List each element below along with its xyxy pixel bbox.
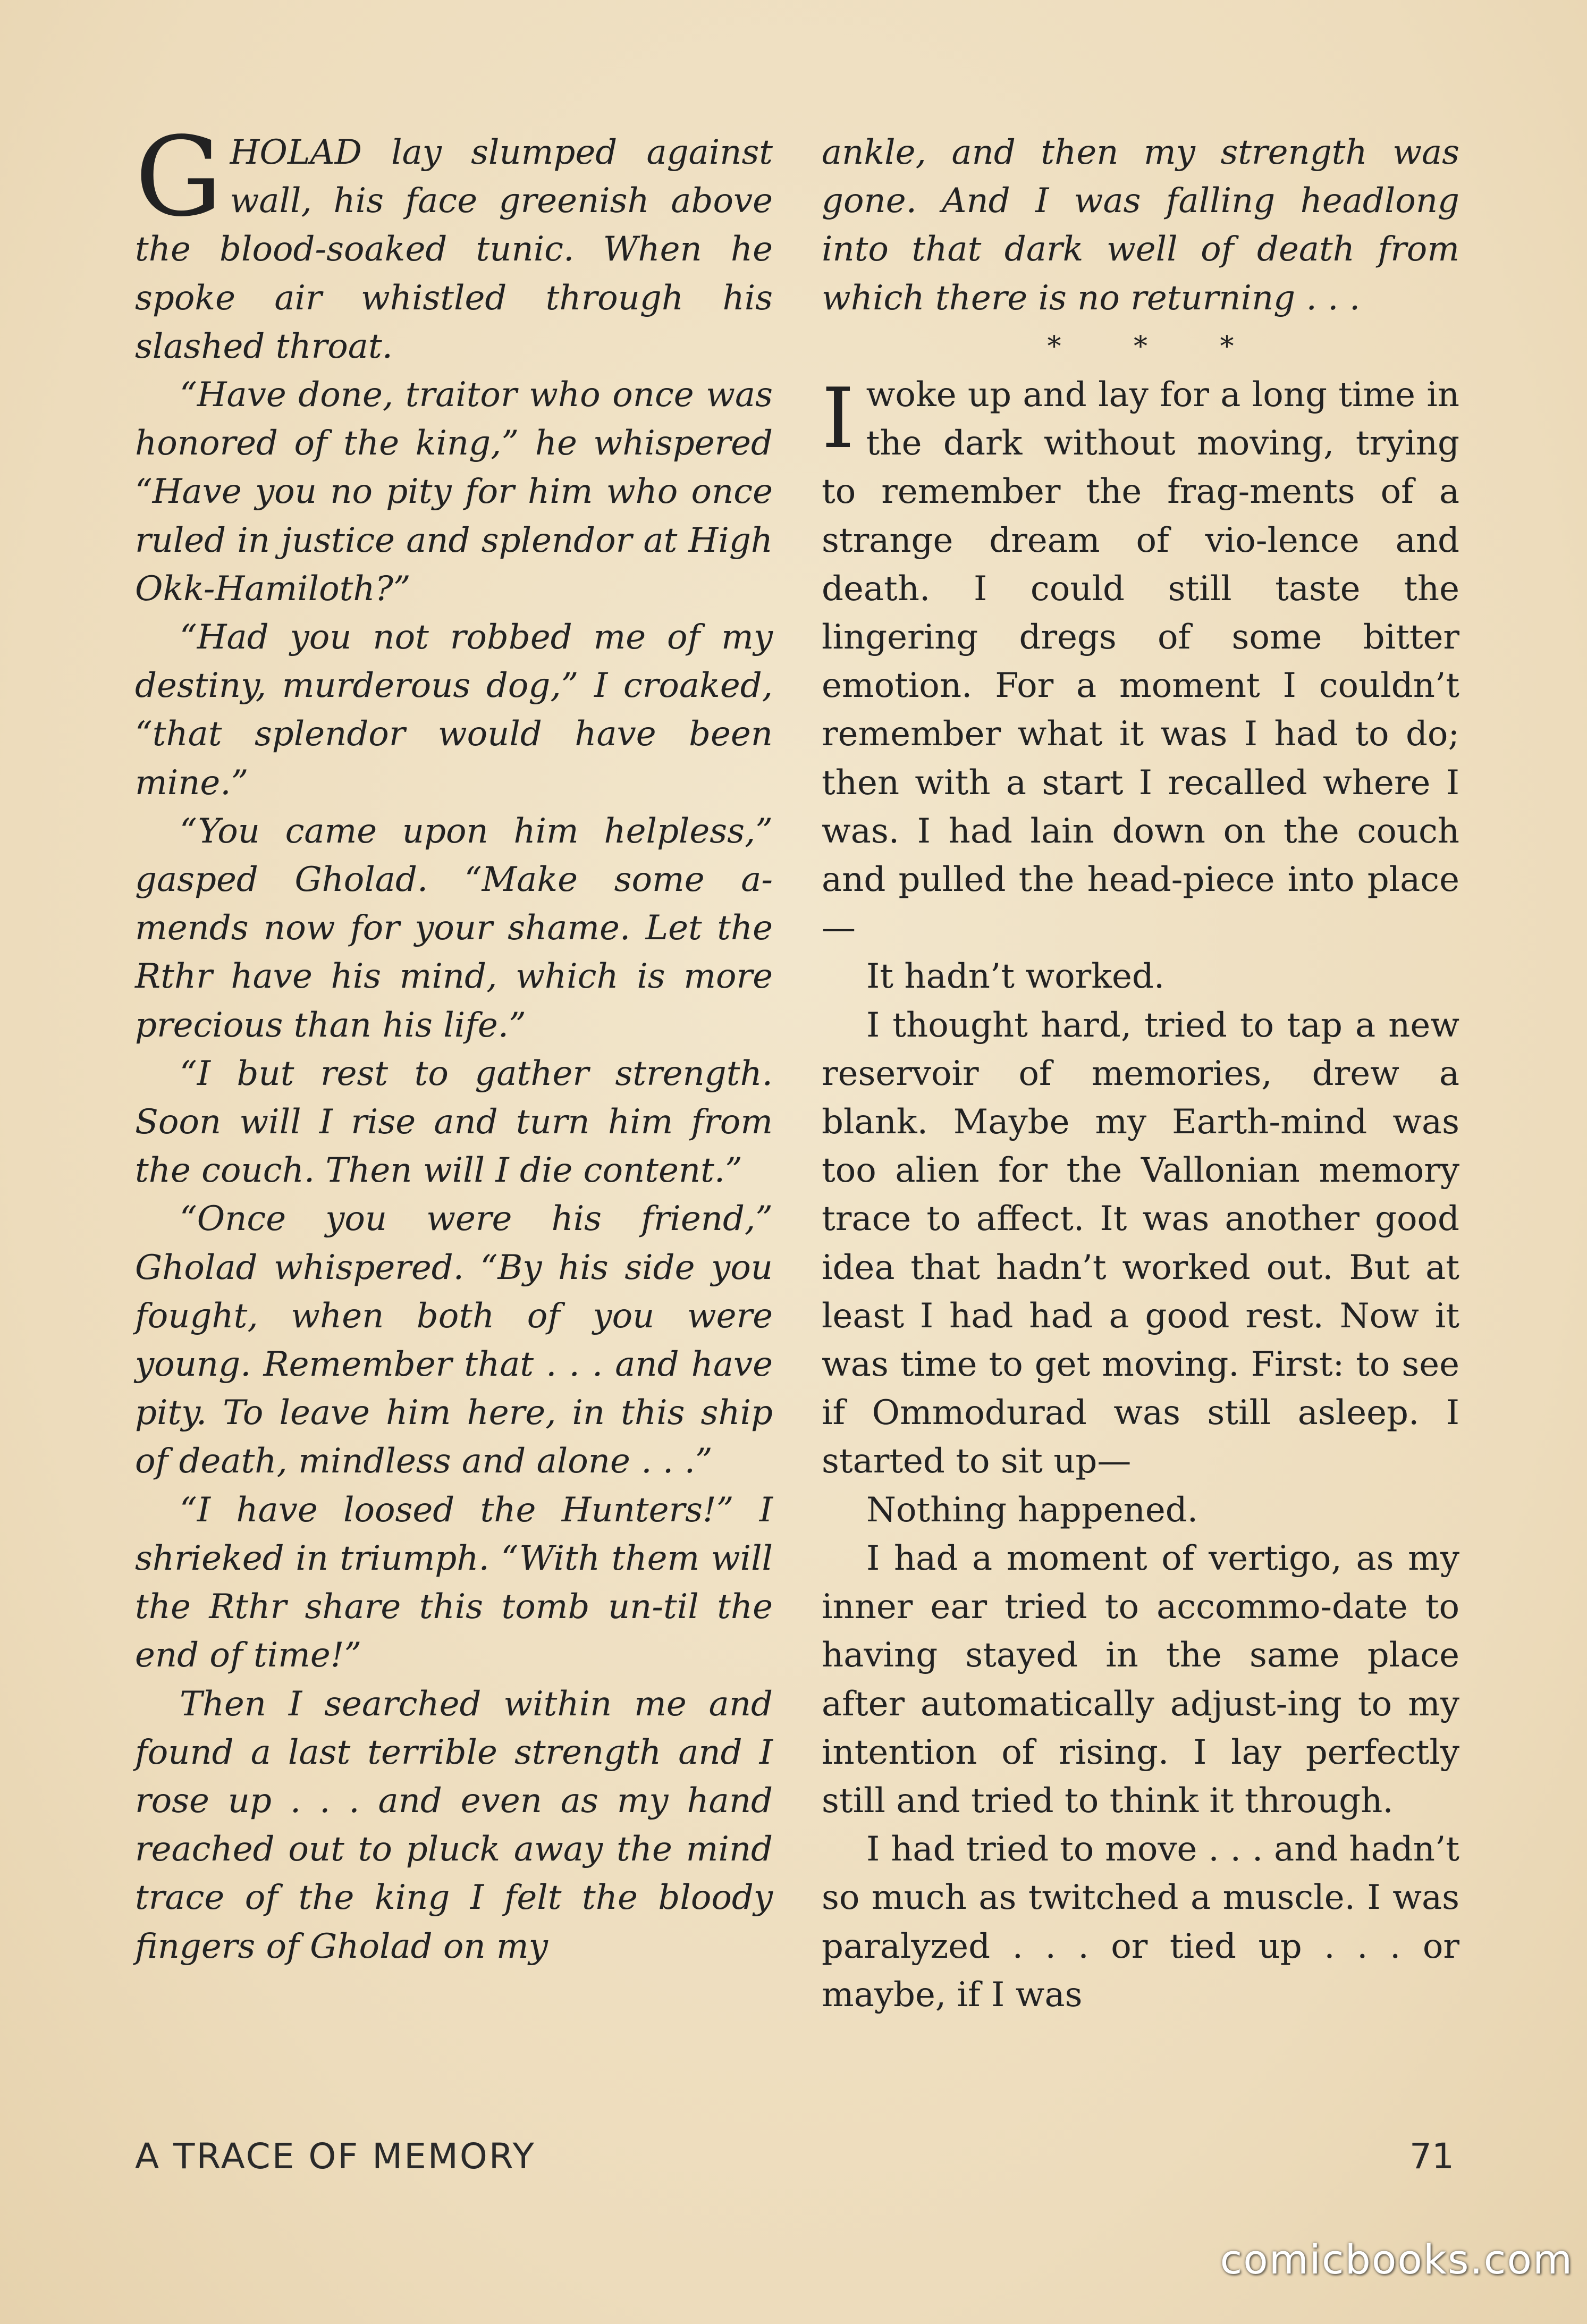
continuation-paragraph: ankle, and then my strength was gone. And I was falling headlong into that dark well of death from which there is no returning . . .: [822, 133, 1459, 318]
left-column: [135, 113, 773, 1971]
dropcap: I: [822, 370, 855, 467]
paragraph: Nothing happened.: [866, 1490, 1198, 1530]
paragraph: “Had you not robbed me of my destiny, murderous dog,” I croaked, “that splendor would have been mine.”: [135, 618, 773, 803]
paragraph: I had tried to move . . . and hadn’t so much as twitched a muscle. I was paralyzed . . . or tied up . . . or maybe, if I was: [822, 1830, 1459, 2015]
paragraph: “Have done, traitor who once was honored of the king,” he whispered “Have you no pity for him who once ruled in justice and splendor at High Okk-Hamiloth?”: [135, 375, 773, 609]
paragraph: Iwoke up and lay for a long time in the dark without moving, trying to remember the frag-ments of a strange dream of vio-lence and death. I could still taste the lingering dregs of some bitter emotion. For a moment I couldn’t remember what it was I had to do; then with a start I recalled where I was. I had lain down on the couch and pulled the head-piece into place—: [822, 370, 1459, 948]
paragraph: I thought hard, tried to tap a new reservoir of memories, drew a blank. Maybe my Earth-mind was too alien for the Vallonian memory trace to affect. It was another good idea that hadn’t worked out. But at least I had had a good rest. Now it was time to get moving. First: to see if Ommodurad was still asleep. I started to sit up—: [822, 1005, 1459, 1481]
paragraph: “Once you were his friend,” Gholad whispered. “By his side you fought, when both of you were young. Remember that . . . and have pity. To leave him here, in this ship of death, mindless and alone . . .”: [135, 1199, 773, 1481]
paragraph: GHOLAD lay slumped against wall, his face greenish above the blood-soaked tunic. When he spoke air whistled through his slashed throat.: [135, 113, 773, 366]
running-title: A TRACE OF MEMORY: [135, 2136, 536, 2177]
dropcap: G: [135, 113, 223, 241]
page-number: 71: [1409, 2136, 1454, 2177]
section-separator: * * *: [1047, 330, 1266, 363]
paragraph: Then I searched within me and found a last terrible strength and I rose up . . . and even as my hand reached out to pluck away the mind trace of the king I felt the bloody fingers of Gholad on my: [135, 1684, 773, 1966]
paragraph: “I have loosed the Hunters!” I shrieked in triumph. “With them will the Rthr share this tomb un-til the end of time!”: [135, 1490, 773, 1675]
paragraph: I had a moment of vertigo, as my inner ear tried to accommo-date to having stayed in the same place after automatically adjust-ing to my intention of rising. I lay perfectly still and tried to think it through.: [822, 1538, 1459, 1821]
paragraph: “I but rest to gather strength. Soon will I rise and turn him from the couch. Then will I die content.”: [135, 1054, 773, 1191]
right-column: [822, 129, 1459, 2019]
paragraph: “You came upon him helpless,” gasped Gholad. “Make some a-mends now for your shame. Let the Rthr have his mind, which is more precious than his life.”: [135, 811, 773, 1045]
watermark: comicbooks.com: [1220, 2236, 1573, 2283]
paragraph: It hadn’t worked.: [866, 957, 1165, 997]
